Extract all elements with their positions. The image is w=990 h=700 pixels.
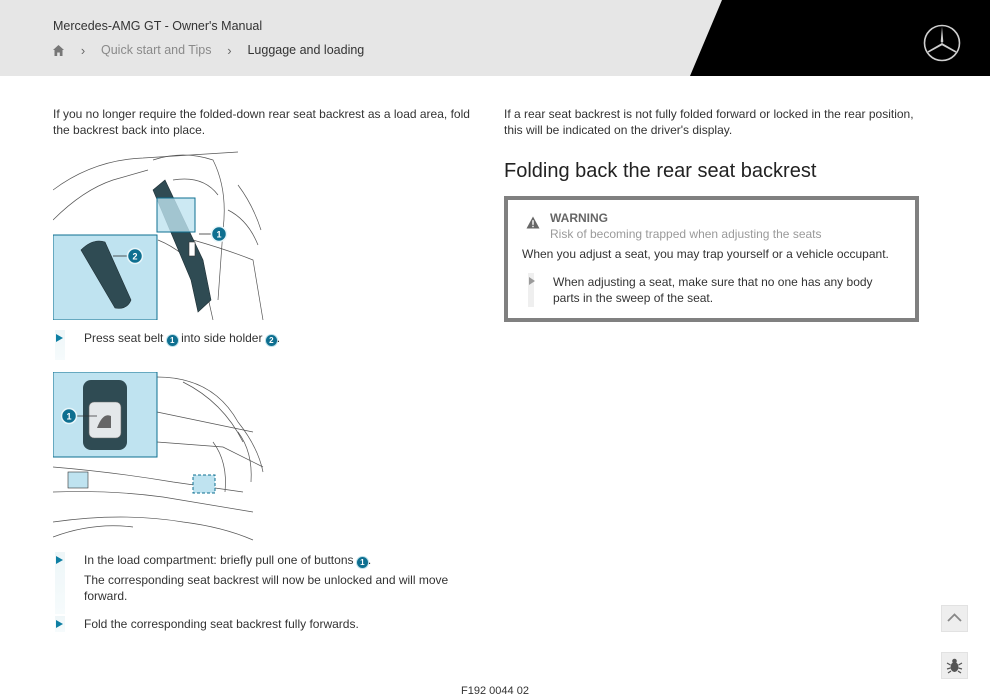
step-fold-backrest: Fold the corresponding seat backrest fully forwards. — [84, 617, 359, 631]
warning-triangle-icon — [526, 216, 540, 229]
step-arrow-icon — [56, 556, 63, 564]
right-intro-text: If a rear seat backrest is not fully folded forward or locked in the rear position, this will be indicated on the driver's display. — [504, 107, 914, 137]
mercedes-star-icon[interactable] — [923, 24, 961, 62]
callout-1-inline: 1 — [357, 557, 368, 568]
callout-1 — [62, 409, 77, 424]
chevron-right-icon: › — [227, 42, 232, 58]
left-intro-text: If you no longer require the folded-down rear seat backrest as a load area, fold the backrest back into place. — [53, 107, 470, 137]
warning-step: When adjusting a seat, make sure that no one has any body parts in the sweep of the seat. — [553, 275, 873, 305]
step-arrow-icon — [56, 334, 63, 342]
callout-2-inline: 2 — [266, 335, 277, 346]
warning-box — [504, 196, 919, 322]
page-header — [0, 0, 990, 76]
load-compartment-illustration — [53, 372, 268, 542]
step-arrow-icon — [529, 277, 535, 285]
svg-text:2: 2 — [132, 251, 138, 262]
breadcrumb-link-quick-start[interactable]: Quick start and Tips — [101, 43, 212, 57]
feedback-button[interactable] — [941, 652, 968, 679]
callout-1 — [212, 227, 227, 242]
section-heading: Folding back the rear seat backrest — [504, 160, 817, 182]
callout-1-inline: 1 — [167, 335, 178, 346]
document-title: Mercedes-AMG GT - Owner's Manual — [53, 19, 263, 33]
step-press-seat-belt: Press seat belt 1 into side holder 2 . — [84, 331, 281, 345]
step-pull-button: In the load compartment: briefly pull one of buttons 1 . — [84, 553, 372, 567]
breadcrumb — [52, 42, 364, 58]
step-result-text: The corresponding seat backrest will now be unlocked and will move forward. — [84, 573, 449, 603]
scroll-to-top-button[interactable] — [941, 605, 968, 632]
chevron-right-icon: › — [80, 42, 86, 58]
chevron-up-icon — [942, 606, 967, 631]
warning-subtitle: Risk of becoming trapped when adjusting the seats — [550, 227, 822, 241]
seat-belt-illustration — [53, 150, 268, 320]
bug-report-icon — [942, 653, 967, 678]
step-arrow-icon — [56, 620, 63, 628]
callout-2 — [128, 249, 143, 264]
figure-code: F192 0044 02 — [461, 685, 529, 697]
breadcrumb-current: Luggage and loading — [247, 43, 365, 57]
warning-body: When you adjust a seat, you may trap yourself or a vehicle occupant. — [522, 247, 889, 261]
warning-title: WARNING — [550, 211, 608, 225]
svg-text:1: 1 — [216, 229, 222, 240]
svg-text:1: 1 — [66, 411, 72, 422]
home-icon[interactable] — [52, 44, 65, 57]
